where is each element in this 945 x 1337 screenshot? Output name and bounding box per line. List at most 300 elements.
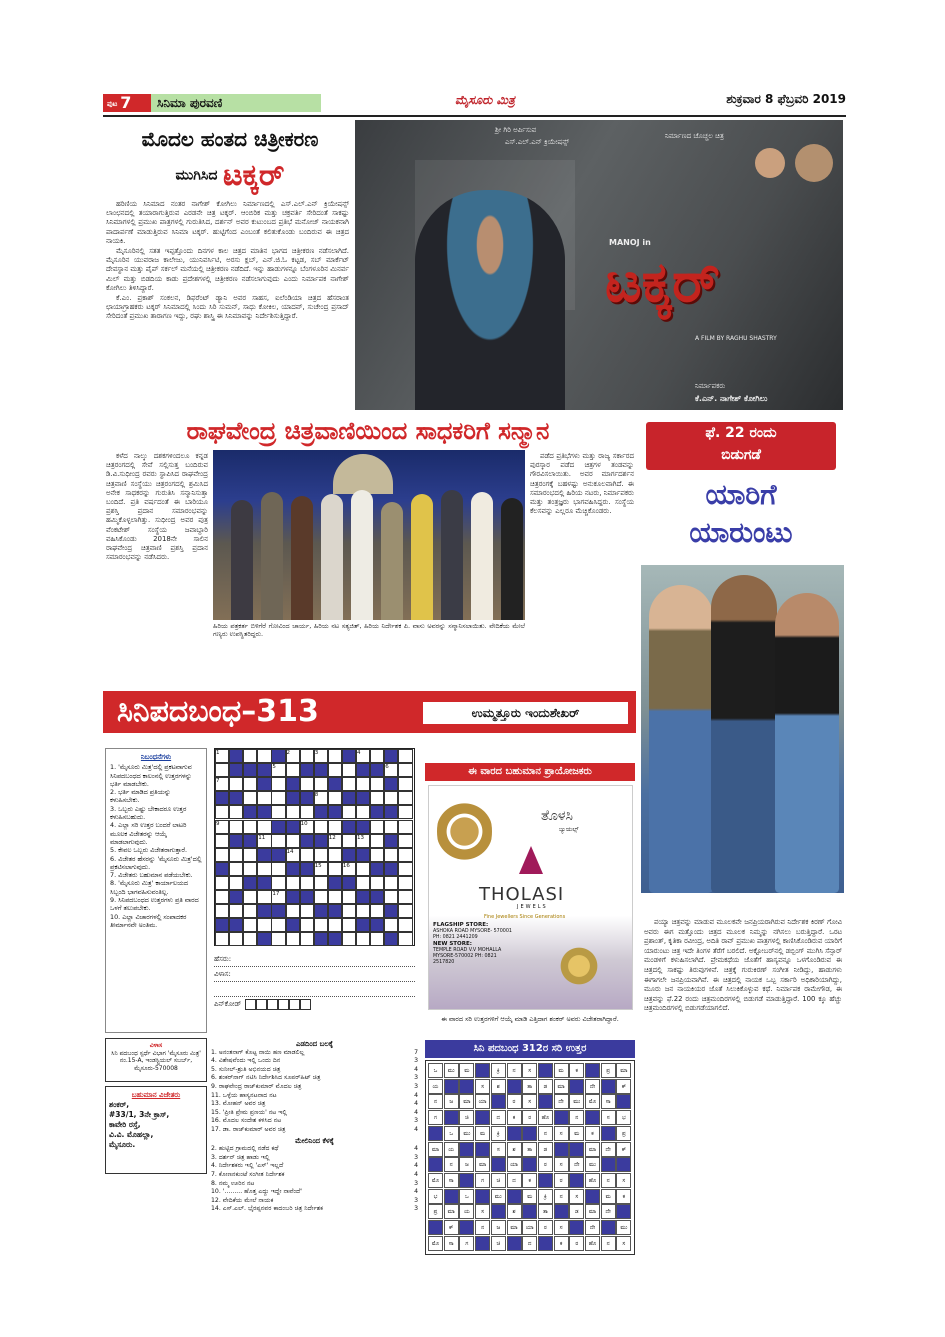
answer-cell: ಮಾ	[616, 1063, 631, 1078]
crossword-cell[interactable]	[215, 932, 229, 946]
crossword-cell	[300, 890, 314, 904]
crossword-cell	[257, 932, 271, 946]
crossword-cell[interactable]	[286, 805, 300, 819]
crossword-cell[interactable]	[271, 791, 285, 805]
crossword-cell[interactable]	[314, 848, 328, 862]
crossword-cell	[300, 834, 314, 848]
answer-cell	[569, 1079, 584, 1094]
crossword-cell[interactable]	[398, 904, 412, 918]
answer-cell: ಸ	[475, 1204, 490, 1219]
crossword-cell[interactable]	[271, 805, 285, 819]
crossword-cell[interactable]	[257, 820, 271, 834]
crossword-cell[interactable]	[215, 763, 229, 777]
crossword-cell[interactable]	[215, 805, 229, 819]
crossword-cell[interactable]	[243, 749, 257, 763]
crossword-cell[interactable]	[271, 777, 285, 791]
clue-item: 9. ರಾಘವೇಂದ್ರ ರಾಜ್‌ಕುಮಾರ್ ಮೊದಲ ಚಿತ್ರ 3	[211, 1082, 418, 1090]
answer-cell: ನ	[428, 1094, 443, 1109]
crossword-cell[interactable]	[398, 834, 412, 848]
crossword-cell[interactable]	[370, 777, 384, 791]
crossword-cell	[286, 918, 300, 932]
clue-item: 4. ನಿರ್ದೇಶಕರು ಇಲ್ಲಿ 'ಎಸ್' ಇಲ್ಲದೆ 4	[211, 1162, 418, 1170]
crossword-cell[interactable]	[215, 890, 229, 904]
crossword-cell[interactable]: 4	[356, 749, 370, 763]
clue-item: 17. ಡಾ. ರಾಜ್‌ಕುಮಾರ್ ಅವರ ಚಿತ್ರ 4	[211, 1125, 418, 1133]
crossword-cell[interactable]	[314, 890, 328, 904]
crossword-cell[interactable]	[271, 834, 285, 848]
crossword-cell	[370, 918, 384, 932]
crossword-cell	[384, 932, 398, 946]
crossword-cell[interactable]	[229, 777, 243, 791]
answer-cell: ಯ	[459, 1204, 474, 1219]
takkar-poster: ಶ್ರೀ ಗಿರಿ ಅರ್ಪಿಸುವ ಎಸ್.ಎಲ್.ಎನ್ ಕ್ರಿಯೇಷನ್ಸ್ ನಿರ್ಮಾಣದ ಚೊಚ್ಚಲ ಚಿತ್ರ MANOJ in ಟಕ್ಕರ್ A FILM BY RAGHU SHASTRY ನಿರ್ಮಾಪಕರು ಕೆ.ಎನ್. ನಾಗೇಶ್ ಕೋಗಿಲು	[355, 120, 843, 410]
answer-cell: ಮಾ	[475, 1157, 490, 1172]
answer-cell: ಸ	[554, 1126, 569, 1141]
crossword-cell	[356, 918, 370, 932]
crossword-cell	[384, 777, 398, 791]
answer-cell: ಸ	[522, 1094, 537, 1109]
crossword-cell	[257, 876, 271, 890]
answer-cell: ಕ್ರಿ	[491, 1063, 506, 1078]
crossword-cell[interactable]	[342, 763, 356, 777]
crossword-cell	[300, 763, 314, 777]
crossword-cell[interactable]: 7	[215, 777, 229, 791]
crossword-cell[interactable]: 17	[271, 890, 285, 904]
poster-title: ಟಕ್ಕರ್	[605, 250, 720, 315]
answer-cell: ಮಾ	[444, 1204, 459, 1219]
crossword-cell	[328, 777, 342, 791]
crossword-cell[interactable]: 14	[286, 848, 300, 862]
answer-cell: ಜ	[491, 1220, 506, 1235]
crossword-cell[interactable]	[398, 862, 412, 876]
crossword-cell[interactable]	[342, 805, 356, 819]
answer-cell: ಜ	[444, 1094, 459, 1109]
crossword-cell	[286, 862, 300, 876]
crossword-cell[interactable]	[356, 805, 370, 819]
crossword-cell	[286, 820, 300, 834]
issue-date: ಶುಕ್ರವಾರ 8 ಫೆಬ್ರವರಿ 2019	[726, 92, 846, 106]
answer-cell	[601, 1126, 616, 1141]
answer-cell: ಮ	[554, 1063, 569, 1078]
crossword-cell[interactable]	[286, 763, 300, 777]
brand-sub: JEWELS	[517, 904, 548, 910]
crossword-cell[interactable]	[286, 932, 300, 946]
crossword-cell[interactable]: 8	[314, 791, 328, 805]
crossword-cell[interactable]	[286, 904, 300, 918]
crossword-cell[interactable]	[243, 918, 257, 932]
clue-item: 11. ಒಳ್ಳೆಯ ಹಾಸ್ಯನಟನಾದ ನಟ 4	[211, 1091, 418, 1099]
crossword-header	[103, 691, 636, 733]
crossword-cell[interactable]: 15	[314, 862, 328, 876]
crossword-cell[interactable]	[257, 890, 271, 904]
answer-cell	[538, 1236, 553, 1251]
crossword-cell	[286, 791, 300, 805]
crossword-cell[interactable]	[398, 791, 412, 805]
crossword-cell[interactable]	[342, 918, 356, 932]
answer-cell	[601, 1157, 616, 1172]
crossword-cell[interactable]	[370, 904, 384, 918]
crossword-cell[interactable]	[384, 918, 398, 932]
crossword-cell	[271, 749, 285, 763]
necklace-graphic	[539, 931, 619, 1001]
crossword-cell[interactable]: 11	[257, 834, 271, 848]
crossword-cell	[300, 791, 314, 805]
answer-cell: ಮು	[616, 1220, 631, 1235]
crossword-cell[interactable]	[243, 848, 257, 862]
story2-col2: ಪಡೆದ ಪ್ರತಿಭೆಗಳು ಮತ್ತು ರಾಜ್ಯ ಸರ್ಕಾರದ ಪುರಸ್ಕಾರ ಪಡೆದ ಚಿತ್ರಗಳ ತಂಡವನ್ನು ಗೌರವಿಸಲಾಯಿತು. ಅವರ ಮಾರ್ಗದರ್ಶನ ಚಿತ್ರರಂಗಕ್ಕೆ ಬಹಳಷ್ಟು ಅನುಕೂಲವಾಗಿದೆ. ಈ ಸಮಾರಂಭದಲ್ಲಿ ಹಿರಿಯ ನಟರು, ನಿರ್ಮಾಪಕರು ಮತ್ತು ತಂತ್ರಜ್ಞರು ಭಾಗವಹಿಸಿದ್ದರು. ಸಂಸ್ಥೆಯ ಕೆಲಸವನ್ನು ಎಲ್ಲರೂ ಮೆಚ್ಚಿಕೊಂಡರು.	[530, 452, 634, 516]
crossword-cell	[229, 834, 243, 848]
answer-cell: ಶ	[507, 1204, 522, 1219]
brand-tagline: Fine Jewellers Since Generations	[484, 914, 566, 920]
crossword-cell[interactable]	[243, 777, 257, 791]
yarige-yaaruntu-photo	[641, 565, 844, 893]
crossword-cell[interactable]	[314, 918, 328, 932]
story2-headline: ರಾಘವೇಂದ್ರ ಚಿತ್ರವಾಣಿಯಿಂದ ಸಾಧಕರಿಗೆ ಸನ್ಮಾನ	[186, 417, 550, 445]
answer-cell: ನ	[569, 1110, 584, 1125]
answer-cell	[475, 1063, 490, 1078]
crossword-cell	[314, 763, 328, 777]
crossword-cell	[370, 805, 384, 819]
answer-cell: ಕ್ರಿ	[538, 1189, 553, 1204]
clue-item: 3. ದರ್ಶನ್ ಚಿತ್ರ ಹಾಡು ಇಲ್ಲಿ 3	[211, 1153, 418, 1161]
crossword-cell[interactable]	[328, 890, 342, 904]
crossword-cell[interactable]: 9	[215, 820, 229, 834]
crossword-cell	[257, 805, 271, 819]
answer-cell: ಗ	[459, 1236, 474, 1251]
crossword-cell[interactable]	[243, 890, 257, 904]
answer-cell: ಒ	[428, 1063, 443, 1078]
answer-cell	[428, 1126, 443, 1141]
contact-box: ವಿಳಾಸ ಸಿನಿ ಪದಬಂಧ ಸ್ಪರ್ಧೆ ವಿಭಾಗ 'ಮೈಸೂರು ಮಿತ್ರ' ನಂ.15-A, ಇಂಡಸ್ಟ್ರಿಯಲ್ ಸಬರ್ಬ್, ಮೈಸೂರು-570008	[105, 1038, 207, 1082]
answer-cell: ಮ	[601, 1189, 616, 1204]
crossword-cell[interactable]: 2	[286, 749, 300, 763]
crossword-cell[interactable]	[229, 805, 243, 819]
answer-cell	[554, 1110, 569, 1125]
crossword-cell	[229, 749, 243, 763]
crossword-cell[interactable]	[384, 848, 398, 862]
answer-cell	[554, 1204, 569, 1219]
answer-cell: ದ	[507, 1173, 522, 1188]
crossword-cell[interactable]	[356, 862, 370, 876]
crossword-cell[interactable]	[398, 805, 412, 819]
crossword-cell[interactable]	[328, 820, 342, 834]
answer-cell: ಚಿ	[491, 1173, 506, 1188]
clue-item: 4. ವಿಶೇಷವೆಂದು ಇಲ್ಲಿ ಒಂದು ದಿನ 3	[211, 1057, 418, 1065]
crossword-cell[interactable]	[370, 749, 384, 763]
clue-item: 15. 'ಪ್ರೀತಿ ಪ್ರೇಮ ಪ್ರಣಯ' ನಟ ಇಲ್ಲಿ 4	[211, 1108, 418, 1116]
crossword-cell[interactable]	[286, 876, 300, 890]
address-field-2[interactable]	[214, 982, 415, 997]
crossword-cell[interactable]: 1	[215, 749, 229, 763]
crossword-cell[interactable]	[243, 791, 257, 805]
crossword-cell[interactable]	[356, 932, 370, 946]
crossword-cell[interactable]	[314, 876, 328, 890]
answer-cell: ಮ	[569, 1126, 584, 1141]
crossword-cell[interactable]: 13	[356, 834, 370, 848]
crossword-cell	[243, 834, 257, 848]
crossword-cell[interactable]	[398, 820, 412, 834]
crossword-cell[interactable]	[215, 876, 229, 890]
crossword-cell	[328, 932, 342, 946]
crossword-cell[interactable]	[384, 876, 398, 890]
crossword-cell[interactable]	[300, 848, 314, 862]
crossword-cell[interactable]	[384, 820, 398, 834]
answer-cell: ದೇ	[601, 1204, 616, 1219]
answer-cell: ರ	[569, 1236, 584, 1251]
crossword-cell	[243, 763, 257, 777]
answer-cell	[569, 1220, 584, 1235]
crossword-cell[interactable]	[300, 777, 314, 791]
crossword-cell[interactable]	[384, 890, 398, 904]
crossword-cell[interactable]	[370, 834, 384, 848]
crossword-cell	[257, 904, 271, 918]
crossword-cell	[384, 834, 398, 848]
crossword-cell[interactable]	[342, 890, 356, 904]
crossword-cell[interactable]	[271, 932, 285, 946]
story1-body: ಹರಿಣಿಯ ಸಿನಿಮಾದ ನಂತರ ನಾಗೇಶ್ ಕೋಗಿಲು ನಿರ್ಮಾಣದಲ್ಲಿ ಎಸ್.ಎಲ್.ಎನ್ ಕ್ರಿಯೇಷನ್ಸ್ ಲಾಂಛನದಲ್ಲಿ ತಯಾರಾಗುತ್ತಿರುವ ಎರಡನೇ ಚಿತ್ರ ಟಕ್ಕರ್. ಆಂಬಿರಿಕ ಮತ್ತು ಚಕ್ರವರ್ತಿ ಸೇರಿದಂತೆ ಸಾಕಷ್ಟು ಸಿನಿಮಾಗಳಲ್ಲಿ ಪ್ರಮುಖ ಪಾತ್ರಗಳಲ್ಲಿ ಗುರುತಿಸಿದ, ದರ್ಶನ್ ಅವರ ಕುಟುಂಬದ ಪ್ರತಿಭೆ ಮನೋಜ್ ನಾಯಕನಾಗಿ ಪಾದಾರ್ಪಣೆ ಮಾಡುತ್ತಿರುವ ಸಿನಿಮಾ ಟಕ್ಕರ್. ಹುಟ್ಟಿಗೆಂದ ಎಂಬಂತೆ ಕಲಿತುಕೊಂಡು ಬಂದಿರುವ ಈ ಚಿತ್ರದ ನಾಯಕಿ. ಮೈಸೂರಿನಲ್ಲಿ ಸತತ ಇಪ್ಪತ್ತೊಂದು ದಿನಗಳ ಕಾಲ ಚಿತ್ರದ ಮಾತಿನ ಭಾಗದ ಚಿತ್ರೀಕರಣ ನಡೆಸಲಾಗಿದೆ. ಮೈಸೂರಿನ ಯುವರಾಜ ಕಾಲೇಜು, ಯುನಿವರ್ಸಿಟಿ, ಅರಸು ಕ್ಲಬ್, ಎನ್.ಜಿ.ಓ ಕಟ್ಟಡ, ಸಬ್ ಮಾರ್ಕೆಟ್ ದೇವಸ್ಥಾನ ಮತ್ತು ಪೈಪ್ ಸರ್ಕಲ್ ಮನೆಯಲ್ಲಿ ಚಿತ್ರೀಕರಣ ನಡೆದಿದೆ. ಇನ್ನು ಹಾಡುಗಳನ್ನೂ ಬೆಂಗಳೂರಿನ ಮಿನರ್ವ ಮಿಲ್ ಮತ್ತು ಬಿಡದಿಯ ಕಾಡು ಪ್ರದೇಶಗಳಲ್ಲಿ ಚಿತ್ರೀಕರಣ ನಡೆಸಲಾಗುವುದು ಎಂದು ನಿರ್ಮಾಪಕ ನಾಗೇಶ್ ಕೋಗಿಲು ತಿಳಿಸಿದ್ದಾರೆ. ಕೆ.ಎಂ. ಪ್ರಕಾಶ್ ಸಂಕಲನ, ಡಿಫರೆಂಟ್ ಡ್ಯಾನಿ ಅವರ ಸಾಹಸ, ಐಲೆಂಡಿಯಾ ಚಿತ್ರದ ಹೆಸರಾಂತ ಛಾಯಾಗ್ರಾಹಕರು ಟಕ್ಕರ್ ಸಿನಿಮಾದಲ್ಲಿ ಸಿಂದು ಸಿರಿ ಸುಮನ್, ಸಾಧು ಕೋಕಿಲ, ಯಾದವ್, ಸುಚೇಂದ್ರ ಪ್ರಸಾದ್ ಸೇರಿದಂತೆ ಪ್ರಮುಖ ತಾರಾಗಣ ಇದ್ದು, ರಘು ಶಾಸ್ತ್ರಿ ಈ ಸಿನಿಮಾವನ್ನು ನಿರ್ದೇಶಿಸುತ್ತಿದ್ದಾರೆ.	[106, 200, 349, 321]
crossword-cell[interactable]	[328, 791, 342, 805]
crossword-cell[interactable]	[257, 749, 271, 763]
clue-item: 7. ಕೋಣನಕುಂಟೆ ಸಂಗೀತ ನಿರ್ದೇಶಕ 4	[211, 1170, 418, 1178]
answer-cell: ತಾ	[522, 1079, 537, 1094]
answer-cell: ಕ	[554, 1236, 569, 1251]
answer-cell: ಯಾ	[475, 1094, 490, 1109]
address-field[interactable]: ವಿಳಾಸ:	[214, 967, 415, 982]
crossword-cell	[384, 805, 398, 819]
crossword-cell[interactable]	[398, 763, 412, 777]
crossword-cell[interactable]	[243, 904, 257, 918]
crossword-cell[interactable]	[314, 777, 328, 791]
crossword-cell[interactable]	[229, 876, 243, 890]
crossword-cell[interactable]	[286, 834, 300, 848]
crossword-cell[interactable]	[328, 848, 342, 862]
crossword-cell[interactable]	[398, 848, 412, 862]
answer-cell: ರ	[522, 1110, 537, 1125]
answer-cell: ಗ	[428, 1110, 443, 1125]
sponsor-caption: ಈ ವಾರದ ಸರಿ ಉತ್ತರಗಳಿಗೆ ಆಯ್ಕೆ ಮಾಡಿ ಎತ್ತಿದಾಗ ಶಂಕರ್ ಅವರು ವಿಜೇತರಾಗಿದ್ದಾರೆ.	[441, 1015, 619, 1023]
crossword-cell	[356, 848, 370, 862]
crossword-cell[interactable]	[398, 932, 412, 946]
crossword-cell[interactable]	[229, 932, 243, 946]
answer-cell: ಮು	[569, 1094, 584, 1109]
clue-item: 14. ಎಸ್.ಎಲ್. ಭೈರಪ್ಪನವರ ಕಾದಂಬರಿ ಚಿತ್ರ ನಿರ್ದೇಶಕ 3	[211, 1205, 418, 1213]
crossword-cell[interactable]	[342, 904, 356, 918]
crossword-cell[interactable]	[398, 749, 412, 763]
crossword-cell[interactable]	[398, 918, 412, 932]
crossword-cell[interactable]	[300, 904, 314, 918]
answer-cell: ಜ	[459, 1157, 474, 1172]
answer-cell	[616, 1204, 631, 1219]
answer-cell: ದೇ	[554, 1094, 569, 1109]
answer-cell: ಮೊ	[428, 1173, 443, 1188]
crossword-cell[interactable]	[271, 862, 285, 876]
crossword-cell	[342, 791, 356, 805]
crossword-cell[interactable]	[229, 820, 243, 834]
crossword-cell[interactable]	[300, 918, 314, 932]
crossword-cell[interactable]: 6	[384, 763, 398, 777]
answer-cell	[522, 1157, 537, 1172]
crossword-cell[interactable]: 16	[342, 862, 356, 876]
answer-cell	[507, 1126, 522, 1141]
answer-cell: ಕ್	[616, 1142, 631, 1157]
crossword-cell[interactable]	[356, 876, 370, 890]
answer-cell	[569, 1142, 584, 1157]
answer-cell: ಸ	[616, 1173, 631, 1188]
answer-cell: ನ	[538, 1126, 553, 1141]
crossword-cell[interactable]	[257, 791, 271, 805]
crossword-cell[interactable]	[257, 918, 271, 932]
crossword-cell[interactable]	[356, 904, 370, 918]
crossword-cell[interactable]	[271, 876, 285, 890]
answer-cell: ಮಾ	[428, 1142, 443, 1157]
story2-col1: ಕಳೆದ ನಾಲ್ಕು ದಶಕಗಳಿಂದಲೂ ಕನ್ನಡ ಚಿತ್ರರಂಗದಲ್ಲಿ ಸೇವೆ ಸಲ್ಲಿಸುತ್ತ ಬಂದಿರುವ ಡಿ.ವಿ.ಸುಧೀಂದ್ರ ರವರು ಸ್ಥಾಪಿಸಿದ ರಾಘವೇಂದ್ರ ಚಿತ್ರವಾಣಿ ಸಂಸ್ಥೆಯು ಚಿತ್ರರಂಗದಲ್ಲಿ ಶ್ರಮಿಸಿದ ಅನೇಕ ಸಾಧಕರನ್ನು ಗುರುತಿಸಿ ಸನ್ಮಾನಿಸುತ್ತಾ ಬಂದಿದೆ. ಪ್ರತಿ ವರ್ಷದಂತೆ ಈ ಬಾರಿಯೂ ಪ್ರಶಸ್ತಿ ಪ್ರದಾನ ಸಮಾರಂಭವನ್ನು ಹಮ್ಮಿಕೊಳ್ಳಲಾಗಿತ್ತು. ಸುಧೀಂದ್ರ ಅವರ ಪುತ್ರ ವೆಂಕಟೇಶ್ ಸಂಸ್ಥೆಯ ಜವಾಬ್ದಾರಿ ವಹಿಸಿಕೊಂಡು 2018ನೇ ಸಾಲಿನ ರಾಘವೇಂದ್ರ ಚಿತ್ರವಾಣಿ ಪ್ರಶಸ್ತಿ ಪ್ರದಾನ ಸಮಾರಂಭವನ್ನು ನಡೆಸಿದರು.	[106, 452, 208, 562]
answer-cell: ಮಾ	[585, 1142, 600, 1157]
crossword-cell[interactable]	[398, 876, 412, 890]
crossword-cell[interactable]	[342, 834, 356, 848]
crossword-cell	[257, 763, 271, 777]
crossword-cell	[257, 848, 271, 862]
answer-cell	[491, 1204, 506, 1219]
crossword-cell[interactable]	[328, 918, 342, 932]
crossword-cell[interactable]: 12	[328, 834, 342, 848]
release-badge: ಫೆ. 22 ರಂದು ಬಿಡುಗಡೆ	[646, 422, 836, 470]
answer-cell	[444, 1079, 459, 1094]
answer-cell: ಕ್	[616, 1079, 631, 1094]
answer-cell: ದೇ	[585, 1220, 600, 1235]
crossword-cell[interactable]	[328, 749, 342, 763]
answer-cell: ಯ	[444, 1142, 459, 1157]
crossword-cell[interactable]	[370, 820, 384, 834]
answer-cell: ದೇ	[601, 1142, 616, 1157]
crossword-cell	[271, 904, 285, 918]
page-number: ಪುಟ 7	[103, 94, 151, 112]
crossword-cell	[314, 805, 328, 819]
answer-cell	[444, 1110, 459, 1125]
answer-cell	[475, 1142, 490, 1157]
brand-kannada: ತೊಳಸಿ	[541, 808, 573, 824]
promo-title: ಯಾರಿಗೆ ಯಾರುಂಟು	[689, 478, 793, 549]
rules-box: ನಿಬಂಧನೆಗಳು 1. 'ಮೈಸೂರು ಮಿತ್ರ'ದಲ್ಲಿ ಪ್ರಕಟವಾಗುವ ಸಿನಿಪದಬಂಧದ ಕಾಲಂನಲ್ಲಿ ಉತ್ತರಗಳನ್ನು ಭರ್ತಿ ಮಾಡಬೇಕು. 2. ಭರ್ತಿ ಮಾಡಿದ ಪ್ರತಿಯನ್ನು ಕಳುಹಿಸಬೇಕು. 3. ಒಬ್ಬರು ಎಷ್ಟು ಬೇಕಾದರೂ ಉತ್ತರ ಕಳುಹಿಸಬಹುದು. 4. ಎಲ್ಲಾ ಸರಿ ಉತ್ತರ ಬಂದರೆ ಲಾಟರಿ ಮೂಲಕ ವಿಜೇತರನ್ನು ಆಯ್ಕೆ ಮಾಡಲಾಗುವುದು. 5. ಕೇವಲ ಒಬ್ಬರು ವಿಜೇತರಾಗುತ್ತಾರೆ. 6. ವಿಜೇತರ ಹೆಸರನ್ನು 'ಮೈಸೂರು ಮಿತ್ರ'ದಲ್ಲಿ ಪ್ರಕಟಿಸಲಾಗುವುದು. 7. ವಿಜೇತರು ಬಹುಮಾನ ಪಡೆಯಬೇಕು. 8. 'ಮೈಸೂರು ಮಿತ್ರ' ಕಾರ್ಯಾಲಯದ ಸಿಬ್ಬಂದಿ ಭಾಗವಹಿಸುವಂತಿಲ್ಲ. 9. ಸಿನಿಪದಬಂಧದ ಉತ್ತರಗಳು ಪ್ರತಿ ವಾರದ ಒಳಗೆ ತಲುಪಬೇಕು. 10. ಎಲ್ಲಾ ವಿಚಾರಗಳಲ್ಲಿ ಸಂಪಾದಕರ ತೀರ್ಮಾನವೇ ಅಂತಿಮ.	[105, 748, 207, 1033]
answer-cell: ಭ	[616, 1110, 631, 1125]
crossword-cell	[384, 749, 398, 763]
clue-item: 13. ಮೋಹನ್ ಅವರ ಚಿತ್ರ 4	[211, 1100, 418, 1108]
answer-cell	[554, 1142, 569, 1157]
crossword-cell[interactable]	[215, 904, 229, 918]
answer-cell: ನ	[475, 1220, 490, 1235]
crossword-cell[interactable]	[398, 890, 412, 904]
answer-cell: ನ	[444, 1157, 459, 1172]
answer-cell: ಸಾ	[601, 1094, 616, 1109]
answer-cell	[491, 1094, 506, 1109]
crossword-cell[interactable]	[243, 820, 257, 834]
crossword-cell[interactable]: 5	[271, 763, 285, 777]
crossword-cell[interactable]	[229, 862, 243, 876]
answer-cell: ರ	[554, 1173, 569, 1188]
answer-cell: ಮೊ	[585, 1094, 600, 1109]
answer-cell: ಮ	[459, 1063, 474, 1078]
crossword-cell	[229, 763, 243, 777]
crossword-cell[interactable]	[398, 777, 412, 791]
name-field[interactable]: ಹೆಸರು:	[214, 952, 415, 967]
crossword-cell[interactable]	[342, 777, 356, 791]
answer-cell: ಗ	[475, 1173, 490, 1188]
answer-cell: ದ	[522, 1236, 537, 1251]
promo-body: ಪಯ್ಯಾ ಚಿತ್ರವನ್ನು ಮಾಡುವ ಮೂಲಕವೇ ಜನಪ್ರಿಯರಾಗಿರುವ ನಿರ್ದೇಶಕ ಕಿರಣ್ ಗೋವಿ ಅವರು ಈಗ ಮತ್ತೊಂದು ಚಿತ್ರದ ಮೂಲಕ ನಿಮ್ಮನ್ನು ನಗಿಸಲು ಬರುತ್ತಿದ್ದಾರೆ. ಒರಟ ಪ್ರಶಾಂತ್, ಕೃತಿಕಾ ರವೀಂದ್ರ, ಅದಿತಿ ರಾವ್ ಪ್ರಮುಖ ಪಾತ್ರಗಳಲ್ಲಿ ಕಾಣಿಸಿಕೊಂಡಿರುವ ಯಾರಿಗೆ ಯಾರುಂಟು ಚಿತ್ರ ಇದೇ ತಿಂಗಳ ತೆರೆಗೆ ಬರಲಿದೆ. ಅಕ್ಟೋಬರ್‌ನಲ್ಲಿ ಡಬ್ಬಿಂಗ್ ಮುಗಿಸಿ ಸೆನ್ಸಾರ್ ಮಂಡಳಿಗೆ ಕಳುಹಿಸಲಾಗಿದೆ. ಪ್ರೇಮಕಥೆಯ ಜೊತೆಗೆ ಹಾಸ್ಯವನ್ನೂ ಒಳಗೊಂಡಿರುವ ಈ ಚಿತ್ರದಲ್ಲಿ ಸಾಕಷ್ಟು ತಿರುವುಗಳಿವೆ. ಚಿತ್ರಕ್ಕೆ ಗುರುಕಿರಣ್ ಸಂಗೀತ ನೀಡಿದ್ದು, ಹಾಡುಗಳು ಈಗಾಗಲೇ ಜನಪ್ರಿಯವಾಗಿವೆ. ಈ ಚಿತ್ರದಲ್ಲಿ ನಾಯಕ ಒಬ್ಬ ಸರ್ಕಾರಿ ಅಧಿಕಾರಿಯಾಗಿದ್ದು, ಮೂರು ಜನ ನಾಯಕಿಯರ ಜೊತೆ ಸಿಲುಕಿಕೊಳ್ಳುವ ಕಥೆ. ನಿರ್ಮಾಪಕ ರಾಮೇಗೌಡ, ಈ ಚಿತ್ರವನ್ನು ಫೆ.22 ರಂದು ಚಿತ್ರಮಂದಿರಗಳಲ್ಲಿ ಬಿಡುಗಡೆ ಮಾಡುತ್ತಿದ್ದಾರೆ. 100 ಕ್ಕೂ ಹೆಚ್ಚು ಚಿತ್ರಮಂದಿರಗಳಲ್ಲಿ ಬಿಡುಗಡೆಯಾಗಲಿದೆ.	[644, 918, 842, 1013]
crossword-cell[interactable]	[257, 862, 271, 876]
crossword-cell[interactable]	[370, 848, 384, 862]
crossword-cell[interactable]	[314, 820, 328, 834]
crossword-cell	[356, 791, 370, 805]
answer-cell: ಮಾ	[507, 1220, 522, 1235]
director-photo	[755, 148, 785, 178]
answer-cell: ಶ	[507, 1142, 522, 1157]
crossword-cell[interactable]	[356, 777, 370, 791]
crossword-cell	[370, 890, 384, 904]
crossword-cell[interactable]	[229, 904, 243, 918]
answer-cell: ಮಾ	[585, 1204, 600, 1219]
answer-cell	[585, 1063, 600, 1078]
crossword-cell[interactable]	[342, 932, 356, 946]
crossword-cell[interactable]	[384, 791, 398, 805]
answer-cell: ಕ	[522, 1173, 537, 1188]
crossword-cell[interactable]	[300, 932, 314, 946]
crossword-cell[interactable]	[370, 932, 384, 946]
answer-cell	[459, 1142, 474, 1157]
crossword-cell[interactable]	[243, 862, 257, 876]
crossword-cell[interactable]	[370, 876, 384, 890]
answer-cell	[601, 1079, 616, 1094]
answer-cell: ಕ್ರಿ	[491, 1126, 506, 1141]
crossword-cell[interactable]	[229, 848, 243, 862]
answer-cell: ಡ	[569, 1204, 584, 1219]
answer-cell: ಮು	[444, 1063, 459, 1078]
answer-cell: ಕ್	[444, 1220, 459, 1235]
answer-cell	[569, 1173, 584, 1188]
crossword-cell	[370, 763, 384, 777]
crossword-cell[interactable]	[328, 862, 342, 876]
answer-cell: ಸ	[522, 1063, 537, 1078]
crossword-title: ಸಿನಿಪದಬಂಧ–313	[117, 694, 319, 729]
answer-cell	[585, 1189, 600, 1204]
tholasi-jewels-ad	[428, 785, 633, 1010]
crossword-cell	[215, 918, 229, 932]
crossword-cell	[286, 890, 300, 904]
answer-cell: ಯಾ	[507, 1157, 522, 1172]
crossword-cell[interactable]	[300, 749, 314, 763]
crossword-cell[interactable]: 3	[314, 749, 328, 763]
crossword-cell	[215, 862, 229, 876]
answer-cell: ಚಿ	[491, 1236, 506, 1251]
crossword-cell[interactable]	[300, 876, 314, 890]
answer-cell: ನ	[601, 1236, 616, 1251]
crossword-cell[interactable]	[243, 932, 257, 946]
crossword-cell[interactable]	[300, 805, 314, 819]
clue-item: 5. ಸುನೀಲ್-ಶ್ರುತಿ ಅಭಿನಯದ ಚಿತ್ರ 4	[211, 1065, 418, 1073]
crossword-cell[interactable]	[271, 918, 285, 932]
crossword-cell[interactable]	[215, 834, 229, 848]
clue-item: 16. ಮೊದಲ ಸಂದೇಶ ಕಳಿಸಿದ ನಟ 3	[211, 1117, 418, 1125]
crossword-grid[interactable]	[214, 748, 415, 946]
crossword-cell	[342, 749, 356, 763]
crossword-cell[interactable]: 10	[300, 820, 314, 834]
pincode-boxes[interactable]	[245, 999, 311, 1010]
crossword-cell[interactable]	[328, 763, 342, 777]
crossword-cell[interactable]	[370, 791, 384, 805]
answer-cell: ಮಾ	[459, 1094, 474, 1109]
answer-cell: ರ	[507, 1094, 522, 1109]
crossword-cell[interactable]	[215, 848, 229, 862]
crossword-cell	[229, 890, 243, 904]
